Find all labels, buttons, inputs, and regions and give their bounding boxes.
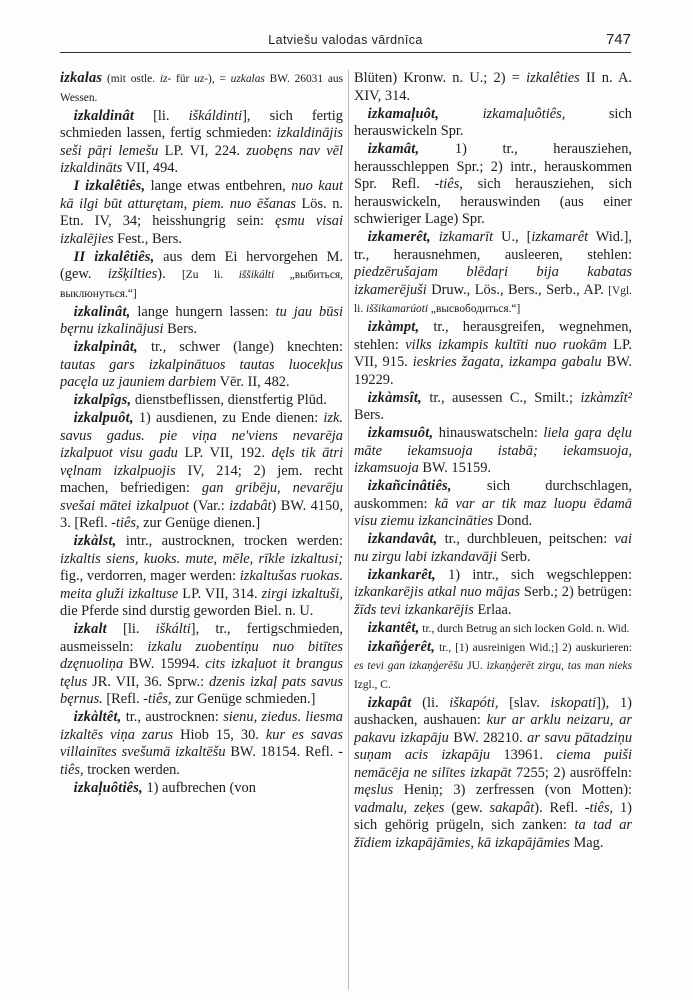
definition-text: „выбиться, выклюнуться.“] (60, 269, 343, 300)
dictionary-entry (354, 390, 632, 425)
definition-text: Hiob 15, 30. (173, 726, 266, 743)
headword: izkaļuôtiês, (73, 779, 143, 796)
headword: izkamerêt, (367, 229, 431, 245)
definition-text: Blüten) Kronw. n. U.; 2) = (354, 70, 527, 86)
definition-text: LP. VII, 192. (177, 445, 272, 461)
example-text: sienu, ziedus. liesma izkaltēs viņa zarus (60, 709, 343, 743)
definition-text: BW. 18154. Refl. (225, 744, 339, 760)
definition-text: Vēr. II, 482. (216, 374, 290, 390)
definition-text (431, 229, 439, 245)
definition-text: Fest., Bers. (113, 230, 182, 247)
dictionary-entry (60, 410, 343, 533)
example-text: tautas gars izkalpinātuos tautas luocekļus pacęla uz jauniem darbiem (60, 356, 343, 390)
dictionary-entry (60, 108, 343, 178)
definition-text (439, 106, 483, 122)
definition-text: Lös. n. Etn. IV, 34; heisshungrig sein: (60, 195, 343, 229)
example-text: izdabât (229, 497, 272, 514)
example-text: zirgi izkaltuši, (261, 585, 343, 602)
definition-text: Heniņ; 3) zerfressen (von Motten): (393, 782, 632, 798)
definition-text: lange etwas entbehren, (145, 178, 292, 194)
dictionary-entry (354, 531, 632, 566)
example-text: izkàmzît² (580, 389, 632, 406)
definition-text: ). (157, 266, 182, 282)
definition-text: Serb.; 2) betrügen: (519, 584, 632, 600)
headword: izkamsuôt, (367, 425, 434, 441)
column-divider (348, 70, 349, 990)
example-text: izkaltis siens, kuoks. mute, mēle, rīkle izkaltusi; (60, 550, 343, 567)
example-text: izkankarējis atkal nuo mājas (354, 584, 520, 600)
definition-text: U., [ (493, 229, 532, 245)
dictionary-entry (60, 178, 343, 248)
headword: izkalas (60, 70, 103, 86)
example-text: piedzērušajam blēdaŗi bija kabatas izkamerējuši (354, 264, 632, 298)
example-text: izkamaļuôtiês, (482, 105, 566, 122)
definition-text: [li. (134, 107, 189, 124)
dictionary-entry (60, 780, 343, 798)
definition-text: zur Genüge dienen.] (139, 515, 261, 531)
dictionary-entry (354, 425, 632, 478)
example-text: ieskries žagata, izkampa gabalu (412, 354, 602, 370)
dictionary-entry (60, 533, 343, 621)
definition-text: Serb. (496, 548, 531, 565)
example-text: uzkalas (230, 73, 265, 85)
definition-text: 13961. (490, 747, 557, 763)
headword: izkañģerêt, (367, 638, 436, 655)
example-text: izkaltušas ruokas. meita gluži izkaltuse (60, 568, 343, 602)
example-text: cits izkaļuot it brangus tęlus (60, 656, 343, 690)
definition-text: JU. (463, 660, 487, 672)
definition-text: (li. (411, 694, 450, 711)
definition-text: [slav. (498, 694, 551, 711)
definition-text: JR. VII, 36. Sprw.: (87, 673, 210, 690)
example-text: izkamarīt (438, 229, 494, 245)
example-text: izkamarêt (531, 229, 589, 245)
headword: izkàmsît, (367, 389, 422, 406)
headword: II izkalêtiês, (73, 248, 155, 265)
definition-text: zur Genüge schmieden.] (171, 691, 316, 707)
dictionary-entry (354, 229, 632, 319)
definition-text: dienstbeflissen, dienstfertig Plūd. (131, 392, 327, 408)
definition-text: Wid.], tr., herausnehmen, ausleeren, stehlen: (354, 229, 632, 263)
definition-text: (mit ostle. (102, 73, 160, 85)
definition-text: „высвободиться.“] (428, 303, 521, 315)
definition-text: BW. 19229. (354, 354, 632, 388)
definition-text: BW. 15994. (123, 656, 206, 672)
dictionary-entry (60, 249, 343, 304)
headword: izkankarêt, (367, 566, 436, 583)
example-text: izšķilties (107, 266, 158, 282)
right-column (354, 70, 632, 990)
headword: izkañcinâtiês, (367, 478, 452, 494)
dictionary-entry (354, 141, 632, 229)
example-text: sakapât (489, 799, 535, 816)
example-text: vilks izkampis kultīti nuo ruokām (405, 336, 607, 353)
dictionary-entry (60, 339, 343, 392)
definition-text: ], tr., fertigschmieden, ausmeisseln: (60, 621, 343, 655)
headword: izkalpîgs, (73, 392, 132, 408)
definition-text: [Refl. (102, 691, 144, 707)
headword: izkapât (367, 694, 412, 711)
definition-text: ), = (208, 73, 231, 85)
headword: I izkalêtiês, (73, 178, 146, 194)
definition-text: BW. 26031 aus Wessen. (60, 73, 343, 104)
example-text: kur ar arklu neizaru, ar pakavu izkapāju (354, 712, 632, 746)
definition-text: die Pferde sind durstig geworden Biel. n. U. (60, 603, 314, 619)
definition-text: VII, 494. (122, 160, 179, 176)
dictionary-entry (60, 621, 343, 709)
definition-text: tr., durch Betrug an sich locken Gold. n. Wid. (419, 622, 630, 635)
definition-text: lange hungern lassen: (130, 303, 276, 320)
headword: izkàlst, (73, 533, 117, 549)
dictionary-entry (354, 639, 632, 695)
example-text: iškáldinti (188, 107, 243, 124)
dictionary-entry (354, 620, 632, 639)
headword: izkamât, (367, 141, 420, 157)
definition-text: [Zu li. (181, 269, 239, 281)
example-text: ciema puiši nemācēja ne silītes izkapāt (354, 747, 632, 781)
definition-text: II n. A. XIV, 314. (354, 70, 632, 104)
definition-text: Mag. (569, 834, 604, 851)
example-text: izk. savus gadus. pie viņa ne'viens nevarēja izkalpuot visu gadu (60, 410, 343, 461)
definition-text: 1) sich gehörig prügeln, sich zanken: (354, 799, 632, 833)
definition-text: ) BW. 4150, 3. [Refl. (60, 497, 343, 531)
dictionary-entry (354, 695, 632, 853)
definition-text: intr., austrocknen, trocken werden: (116, 533, 343, 549)
definition-text: [Vgl. li. (354, 284, 632, 315)
definition-text: 1) tr., herausziehen, herausschleppen Spr.; 2) intr., herauskommen Spr. Refl. (354, 141, 632, 192)
example-text: iškapóti, (449, 694, 499, 711)
definition-text: tr., schwer (lange) knechten: (137, 339, 343, 355)
example-text: iššikamarúoti (366, 303, 429, 315)
definition-text: tr., [1) ausreinigen Wid.;] 2) auskurieren: (435, 641, 632, 654)
example-text: es tevi gan izkaņģerēšu (354, 660, 464, 672)
definition-text: ]), 1) aushacken, aushauen: (354, 694, 632, 728)
page-header (60, 30, 631, 53)
running-title: Latviešu valodas vārdnīca (268, 33, 423, 47)
definition-text: 1) intr., sich wegschleppen: (435, 566, 632, 583)
definition-text: sich herausziehen, sich herauswickeln, herauswinden (aus einer schwieriger Lage) Spr. (354, 176, 632, 227)
example-text: žīds tevi izkankarējis (354, 601, 474, 618)
dictionary-entry (60, 392, 343, 410)
headword: izkalpuôt, (73, 410, 134, 426)
dictionary-entry (354, 478, 632, 531)
example-text: kur es savas villainītes svešumā izkaltēšu (60, 726, 343, 760)
example-text: ta tad ar žīdiem izkapājāmies, kā izkapājāmies (354, 817, 632, 851)
left-column (60, 70, 343, 990)
definition-text: Izgl., C. (354, 678, 391, 691)
definition-text: (Var.: (188, 497, 230, 514)
dictionary-entry (60, 709, 343, 779)
definition-text: LP. VII, 915. (354, 336, 632, 370)
example-text: iššikálti (238, 269, 275, 281)
definition-text: Erlaa. (473, 601, 512, 618)
definition-text: tr., austrocknen: (121, 709, 224, 725)
definition-text: tr., ausessen C., Smilt.; (421, 389, 581, 406)
example-text: -tiês, (584, 799, 614, 816)
definition-text: tr., durchbleuen, peitschen: (437, 531, 615, 547)
example-text: dzenis izkaļ pats savus bęrnus. (60, 673, 343, 707)
example-text: -tiês, (111, 515, 140, 531)
example-text: -tiês, (434, 176, 463, 192)
example-text: izkaldinājis seši pāŗi lemešu (60, 125, 343, 159)
definition-text: sich herauswickeln Spr. (354, 105, 632, 139)
example-text: ar savu pātadziņu suņam acis izkapāju (354, 729, 632, 763)
example-text: iz- (159, 73, 172, 85)
headword: izkalt (73, 621, 107, 637)
dictionary-entry (354, 106, 632, 141)
definition-text: aus dem Ei hervorgehen M. (gew. (60, 248, 343, 282)
definition-text: 1) ausdienen, zu Ende dienen: (133, 410, 324, 426)
headword: izkalpinât, (73, 339, 138, 355)
definition-text: Bers. (354, 407, 384, 423)
definition-text: 7255; 2) ausröffeln: (511, 764, 632, 781)
definition-text: LP. VII, 314. (178, 585, 262, 602)
example-text: izkalêties (526, 70, 580, 86)
example-text: uz- (194, 73, 209, 85)
example-text: gan gribēju, nevarēju svešai mātei izkalpuot (60, 480, 343, 514)
dictionary-entry (60, 70, 343, 107)
headword: izkàmpt, (367, 319, 420, 335)
headword: izkalinât, (73, 303, 131, 320)
example-text: zuobęns nav vēl izkaldināts (60, 142, 343, 176)
example-text: iškálti (155, 621, 191, 637)
headword: izkamaļuôt, (367, 105, 440, 122)
example-text: tu jau būsi bęrnu izkalinājusi (60, 303, 343, 337)
definition-text: ], sich fertig schmieden lassen, fertig schmieden: (60, 107, 343, 141)
example-text: izkalu zuobentiņu nuo bitītes dzęnuoliņa (60, 638, 343, 672)
example-text: kā var ar tik maz luopu ēdamā visu ziemu izkancināties (354, 495, 632, 529)
example-text: -tiês, (143, 691, 172, 707)
definition-text: sich durchschlagen, auskommen: (354, 478, 632, 512)
example-text: vadmalu, zeķes (354, 799, 445, 816)
page-number: 747 (605, 31, 631, 48)
example-text: nuo kaut kā ilgi būt atturętam, piem. nuo ēšanas (60, 178, 343, 212)
example-text: -tiês, (60, 744, 343, 778)
dictionary-entry (354, 319, 632, 389)
definition-text: Dond. (493, 513, 533, 529)
example-text: vai nu zirgu labi izkandavāji (354, 531, 632, 565)
headword: izkantêt, (367, 619, 420, 636)
headword: izkaldinât (73, 107, 135, 124)
definition-text: hinauswatscheln: (433, 425, 544, 441)
definition-text: ). Refl. (534, 799, 585, 816)
dictionary-entry (354, 567, 632, 620)
definition-text: LP. VI, 224. (158, 142, 247, 159)
definition-text: BW. 28210. (448, 729, 528, 746)
headword: izkàltêt, (73, 709, 122, 725)
definition-text: Bers. (163, 321, 198, 337)
definition-text: trocken werden. (83, 761, 180, 778)
definition-text: BW. 15159. (418, 460, 491, 476)
definition-text: fig., verdorren, mager werden: (60, 568, 240, 584)
definition-text: 1) aufbrechen (von (142, 779, 256, 796)
definition-text: (gew. (444, 799, 490, 816)
example-text: iskopati (550, 694, 597, 711)
definition-text: Druw., Lös., Bers., Serb., AP. (426, 281, 609, 298)
example-text: izkaņģerēt zirgu, tas man nieks (486, 660, 632, 672)
example-text: męslus (354, 782, 394, 798)
example-text: liela gaŗa dęlu māte iekamsuoja istabā; iekamsuoja, izkamsuoja (354, 425, 632, 476)
definition-text: für (171, 73, 195, 85)
definition-text: [li. (106, 621, 156, 637)
definition-text: IV, 214; 2) jem. recht machen, befriedigen: (60, 462, 343, 496)
dictionary-entry (354, 70, 632, 105)
example-text: dęls tik ātri vęlnam izkalpuojis (60, 445, 343, 479)
example-text: ęsmu visai izkalējies (60, 213, 343, 247)
definition-text: tr., herausgreifen, wegnehmen, stehlen: (354, 319, 632, 353)
headword: izkandavât, (367, 531, 438, 547)
dictionary-entry (60, 304, 343, 339)
